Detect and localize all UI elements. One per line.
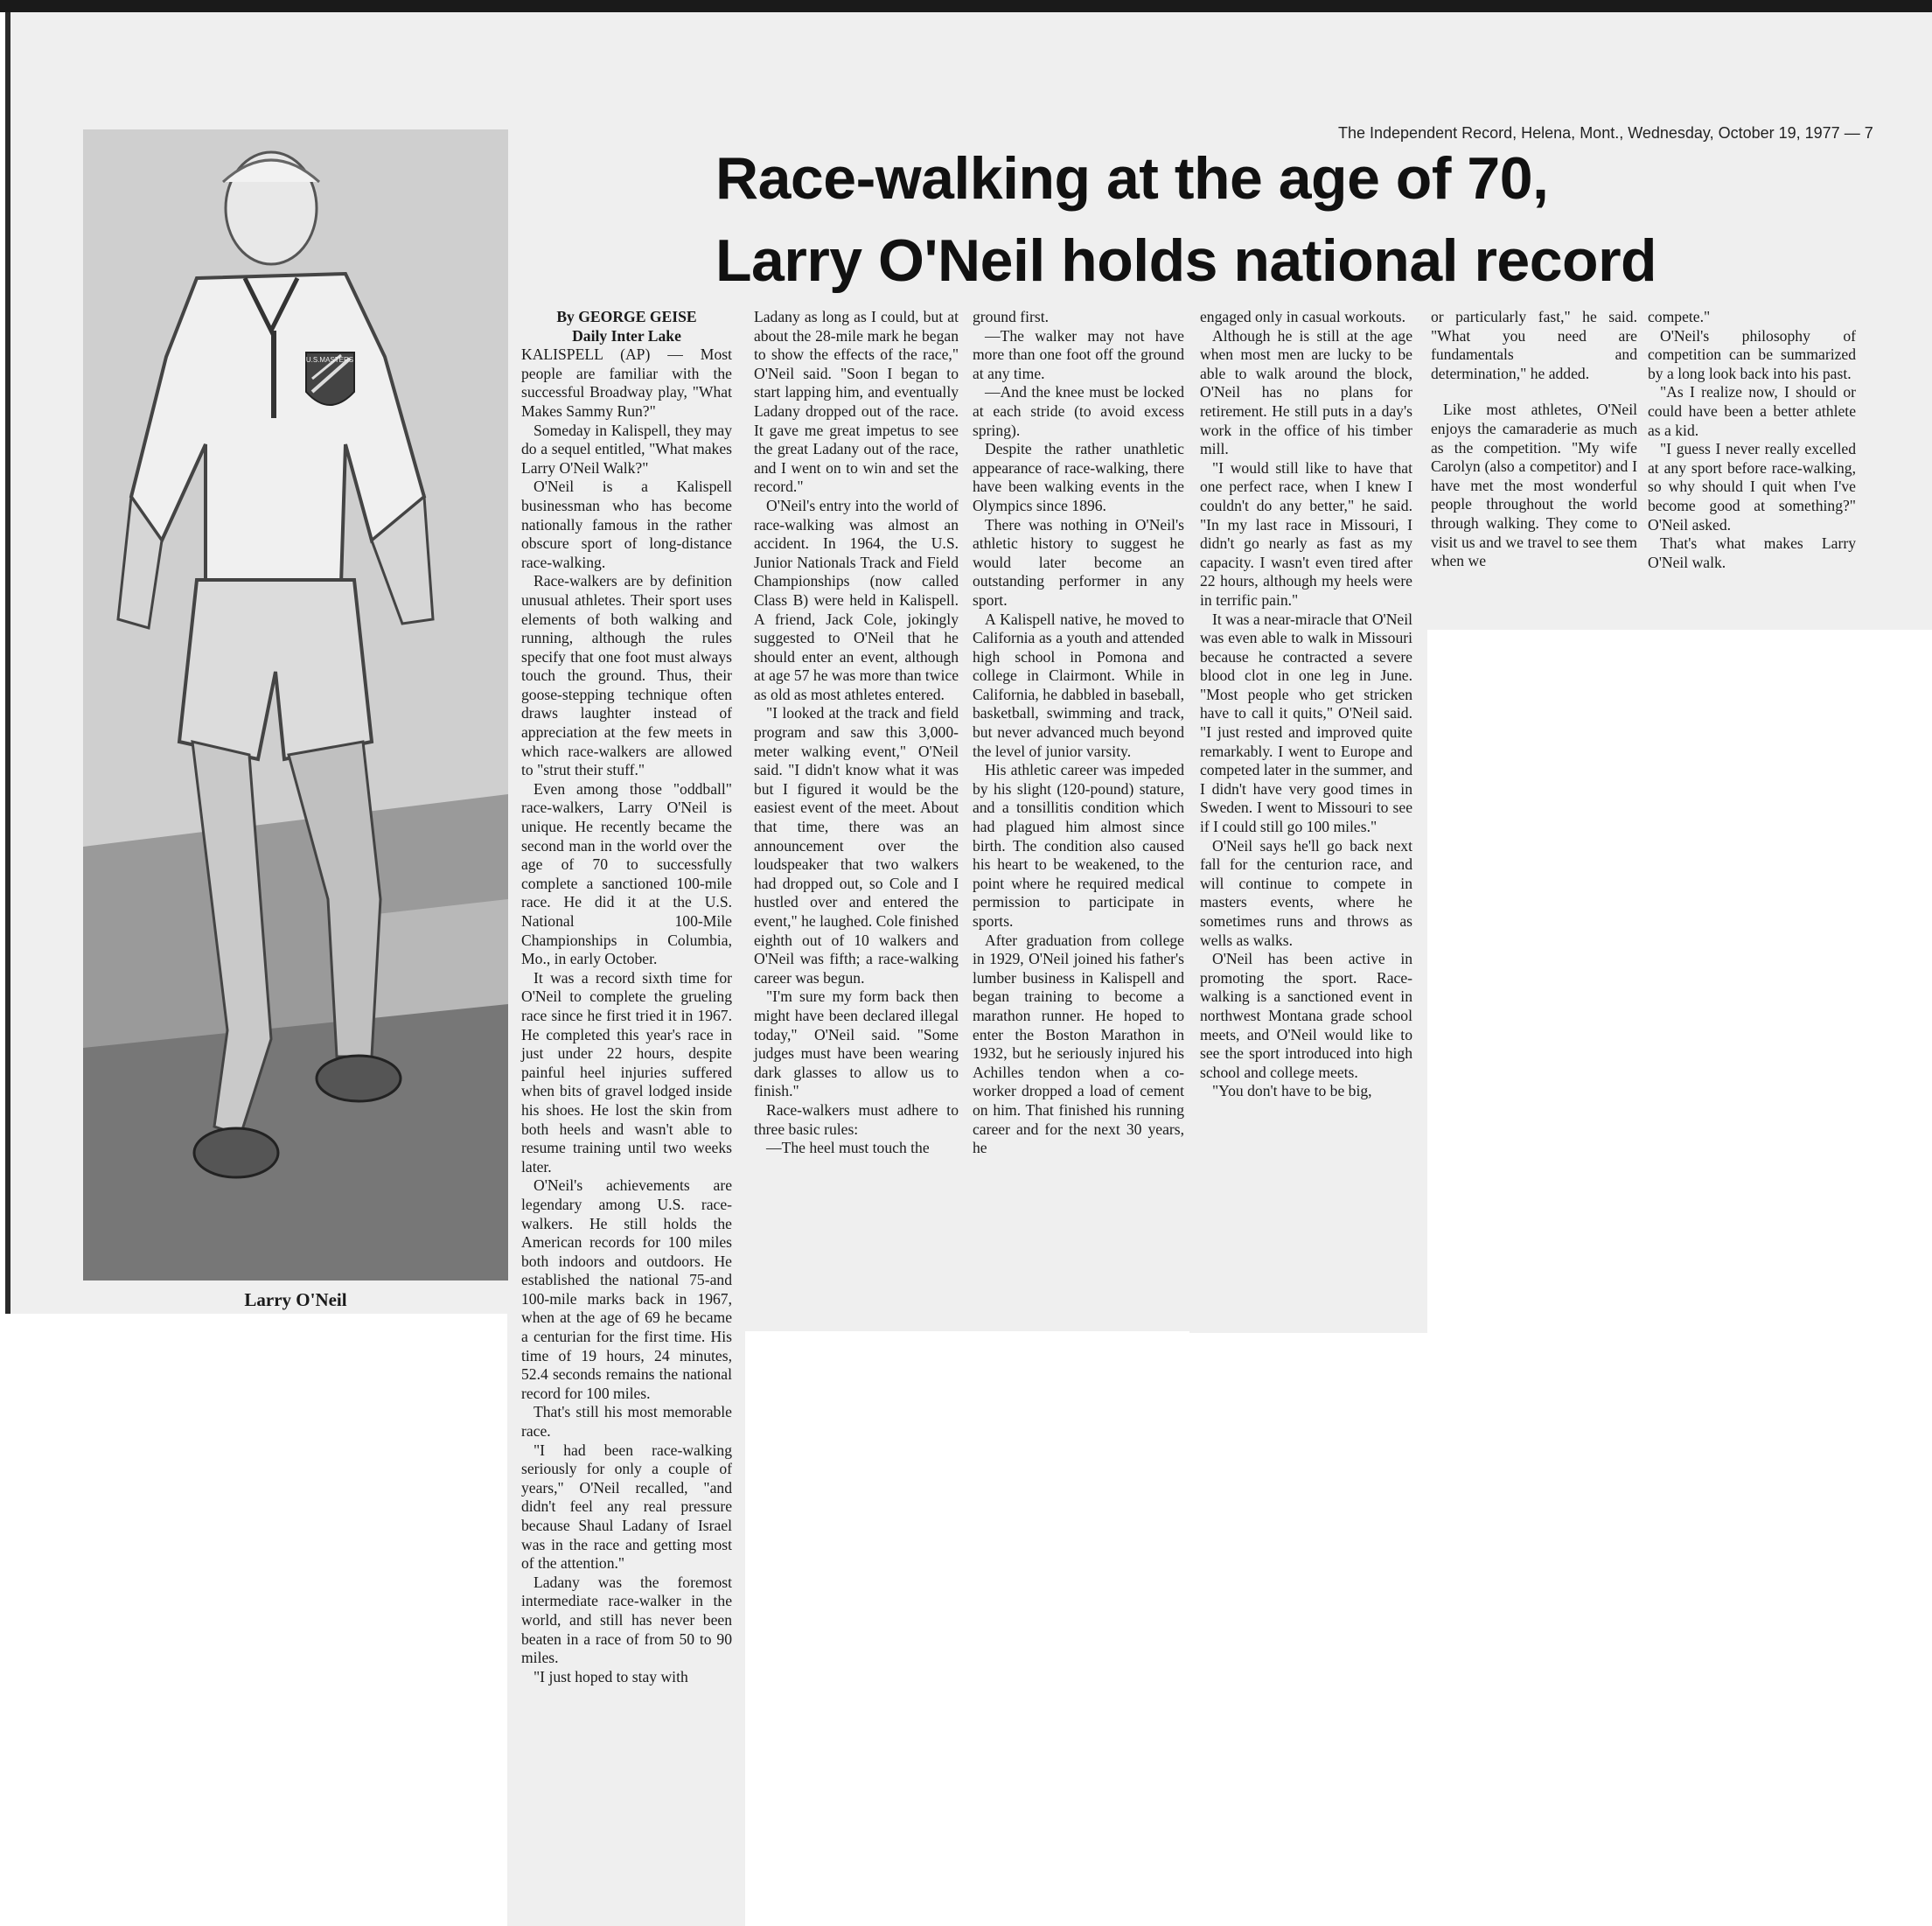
- paragraph: It was a record sixth time for O'Neil to complete the grueling race since he first tried it in 1967. He completed this year's race in just under 22 hours, despite painful heel injuries suffered when bits of gravel lodged inside his shoes. He lost the skin from both heels and wasn't able to resume training until two weeks later.: [521, 968, 732, 1176]
- paragraph: O'Neil's entry into the world of race-walking was almost an accident. In 1964, the U.S. Junior Nationals Track and Field Championships (now called Class B) were held in Kalispell. A friend, Jack Cole, jokingly suggested to O'Neil that he should enter an event, although at age 57 he was more than twice as old as most athletes entered.: [754, 496, 959, 703]
- top-border: [0, 0, 1932, 12]
- paragraph: —The walker may not have more than one foot off the ground at any time.: [973, 326, 1184, 382]
- paragraph: O'Neil has been active in promoting the sport. Race-walking is a sanctioned event in northwest Montana grade school meets, and O'Neil would like to see the sport introduced into high school and college meets.: [1200, 950, 1412, 1081]
- article-column-6: [1648, 308, 1856, 572]
- paragraph: That's still his most memorable race.: [521, 1403, 732, 1441]
- paragraph: O'Neil is a Kalispell businessman who has become nationally famous in the rather obscure sport of long-distance race-walking.: [521, 478, 732, 571]
- paragraph: Even among those "oddball" race-walkers, Larry O'Neil is unique. He recently became the second man in the world over the age of 70 to successfully complete a sanctioned 100-mile race. He did it at the U.S. National 100-Mile Championships in Columbia, Mo., in early October.: [521, 779, 732, 968]
- paragraph: Someday in Kalispell, they may do a sequel entitled, "What makes Larry O'Neil Walk?": [521, 421, 732, 477]
- article-column-2: [754, 308, 959, 1158]
- paragraph: After graduation from college in 1929, O'Neil joined his father's lumber business in Kalispell and began training to become a marathon runner. He hoped to enter the Boston Marathon in 1932, but he seriously injured his Achilles tendon when a co-worker dropped a load of cement on him. That finished his running career and for the next 30 years, he: [973, 931, 1184, 1157]
- paragraph: O'Neil's achievements are legendary among U.S. race-walkers. He still holds the American records for 100 miles both indoors and outdoors. He established the national 75-and 100-mile marks back in 1967, when at the age of 69 he became a centurian for the first time. His time of 19 hours, 24 minutes, 52.4 seconds remains the national record for 100 miles.: [521, 1176, 732, 1402]
- paragraph: —The heel must touch the: [766, 1139, 930, 1157]
- paragraph: "I just hoped to stay with: [534, 1667, 688, 1685]
- byline-publication: Daily Inter Lake: [572, 326, 681, 345]
- paragraph: Like most athletes, O'Neil enjoys the camaraderie as much as the competition. "My wife Carolyn (also a competitor) and I have met the most wonderful people throughout the world through walking. They come to visit us and we travel to see them when we: [1431, 401, 1637, 570]
- paragraph: A Kalispell native, he moved to California as a youth and attended high school in Pomona and college in Clairmont. While in California, he dabbled in baseball, basketball, swimming and track, but never advanced much beyond the level of junior varsity.: [973, 610, 1184, 760]
- headline-line-2: Larry O'Neil holds national record: [715, 227, 1657, 294]
- article-column-4: [1200, 308, 1412, 1101]
- paragraph: "You don't have to be big,: [1212, 1082, 1372, 1100]
- paragraph: Race-walkers must adhere to three basic rules:: [754, 1100, 959, 1138]
- paragraph: Despite the rather unathletic appearance of race-walking, there have been walking events in the Olympics since 1896.: [973, 440, 1184, 514]
- paragraph: or particularly fast," he said. "What you need are fundamentals and determination," he added.: [1431, 308, 1637, 382]
- paragraph: —And the knee must be locked at each stride (to avoid excess spring).: [973, 383, 1184, 439]
- masthead: The Independent Record, Helena, Mont., Wednesday, October 19, 1977 — 7: [1338, 124, 1873, 142]
- photo-caption: Larry O'Neil: [244, 1289, 347, 1310]
- paragraph: Ladany was the foremost intermediate race-walker in the world, and still has never been beaten in a race of from 50 to 90 miles.: [521, 1573, 732, 1667]
- article-column-3: [973, 308, 1184, 1158]
- paragraph: Ladany as long as I could, but at about the 28-mile mark he began to show the effects of the race," O'Neil said. "Soon I began to start lapping him, and eventually Ladany dropped out of the race. It gave me great impetus to see the great Ladany out of the race, and I went on to win and set the record.": [754, 308, 959, 496]
- shirt-patch: [306, 352, 354, 405]
- paragraph: There was nothing in O'Neil's athletic history to suggest he would later become an outstanding performer in any sport.: [973, 515, 1184, 609]
- paragraph: Although he is still at the age when most men are lucky to be able to walk around the block, O'Neil has no plans for retirement. He still puts in a day's work in the office of his timber mill.: [1200, 326, 1412, 458]
- paragraph: engaged only in casual workouts.: [1200, 308, 1406, 325]
- shirt-patch-text: U.S.MASTERS: [305, 356, 354, 364]
- paragraph: "I looked at the track and field program and saw this 3,000-meter walking event," O'Neil said. "I didn't know what it was but I figured it would be the easiest event of the meet. About that time, there was an announcement over the loudspeaker that two walkers had dropped out, so Cole and I hustled over and entered the event," he laughed. Cole finished eighth out of 10 walkers and O'Neil was fifth; a race-walking career was begun.: [754, 704, 959, 987]
- paragraph: That's what makes Larry O'Neil walk.: [1648, 534, 1856, 571]
- photo-larry-oneil: [83, 129, 508, 1281]
- paragraph: "I had been race-walking seriously for only a couple of years," O'Neil recalled, "and didn't feel any real pressure because Shaul Ladany of Israel was in the race and getting most of the attention.": [521, 1441, 732, 1573]
- paragraph: "As I realize now, I should or could have been a better athlete as a kid.: [1648, 383, 1856, 439]
- paragraph: compete.": [1648, 308, 1711, 325]
- paragraph: O'Neil says he'll go back next fall for the centurion race, and will continue to compete in masters events, where he sometimes runs and throws as wells as walks.: [1200, 836, 1412, 949]
- paragraph: "I would still like to have that one perfect race, when I knew I couldn't do any better," he said. "In my last race in Missouri, I didn't go nearly as fast as my capacity. I wasn't even tired after 22 hours, although my heels were in terrific pain.": [1200, 458, 1412, 609]
- byline-author: By GEORGE GEISE: [556, 308, 697, 325]
- paragraph: KALISPELL (AP) — Most people are familiar with the successful Broadway play, "What Makes Sammy Run?": [521, 345, 732, 420]
- paragraph: It was a near-miracle that O'Neil was even able to walk in Missouri because he contracted a severe blood clot in one leg in June. "Most people who get stricken have to call it quits," O'Neil said. "I just rested and improved quite remarkably. I went to Europe and competed later in the summer, and I didn't have very good times in Sweden. I went to Missouri to see if I could still go 100 miles.": [1200, 610, 1412, 836]
- paragraph: His athletic career was impeded by his slight (120-pound) stature, and a tonsillitis condition which had plagued him almost since birth. The condition also caused his heart to be weakened, to the point where he required medical permission to participate in sports.: [973, 761, 1184, 930]
- article-column-5: [1431, 308, 1637, 571]
- paragraph: "I guess I never really excelled at any sport before race-walking, so why should I quit when I've become good at something?" O'Neil asked.: [1648, 440, 1856, 534]
- article-column-1: [521, 308, 732, 1686]
- paragraph: Race-walkers are by definition unusual athletes. Their sport uses elements of both walking and running, although the rules specify that one foot must always touch the ground. Thus, their goose-stepping technique often draws laughter instead of appreciation at the few meets in which race-walkers are allowed to "strut their stuff.": [521, 572, 732, 779]
- paragraph: ground first.: [973, 308, 1049, 325]
- paragraph: O'Neil's philosophy of competition can be summarized by a long look back into his past.: [1648, 326, 1856, 382]
- paragraph: "I'm sure my form back then might have been declared illegal today," O'Neil said. "Some judges must have been wearing dark glasses to allow us to finish.": [754, 987, 959, 1100]
- headline-line-1: Race-walking at the age of 70,: [715, 145, 1549, 212]
